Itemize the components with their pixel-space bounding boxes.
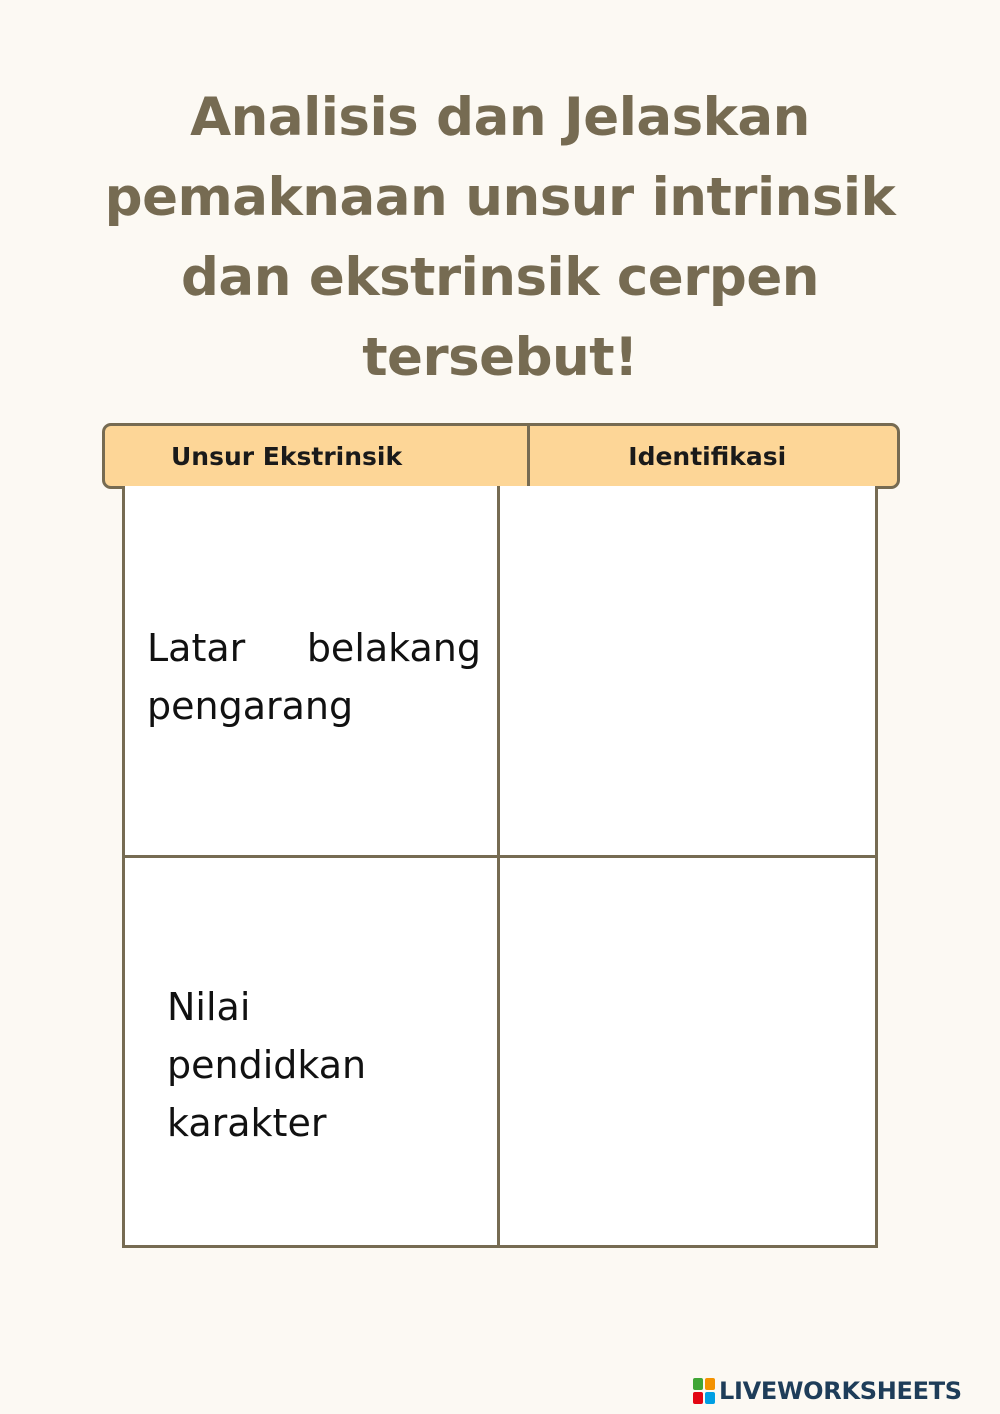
worksheet-table xyxy=(122,486,878,1248)
logo-square xyxy=(693,1392,703,1404)
table-cell-label xyxy=(125,486,500,858)
liveworksheets-logo-icon xyxy=(693,1378,715,1404)
title-line: tersebut! xyxy=(362,327,638,388)
table-cell-label xyxy=(125,858,500,1245)
logo-square xyxy=(705,1378,715,1390)
title-line: pemaknaan unsur intrinsik xyxy=(104,167,896,228)
table-header xyxy=(102,423,900,489)
cell-label-latar-belakang xyxy=(147,619,481,735)
logo-text: LIVEWORKSHEETS xyxy=(719,1377,962,1405)
title-line: Analisis dan Jelaskan xyxy=(190,87,810,148)
cell-label-line xyxy=(147,619,481,677)
logo-square xyxy=(693,1378,703,1390)
cell-label-line: Nilai xyxy=(167,985,251,1029)
cell-label-nilai-pendidikan xyxy=(167,978,467,1152)
header-identifikasi: Identifikasi xyxy=(628,441,787,471)
cell-label-word: Latar xyxy=(147,626,246,670)
answer-field-identifikasi-2[interactable] xyxy=(500,858,875,1245)
logo-square xyxy=(705,1392,715,1404)
cell-label-line: karakter xyxy=(167,1101,327,1145)
page-title xyxy=(90,78,910,398)
cell-label-word: belakang xyxy=(306,626,481,670)
cell-label-line: pendidkan xyxy=(167,1043,367,1087)
answer-field-identifikasi-1[interactable] xyxy=(500,486,875,858)
liveworksheets-logo[interactable] xyxy=(693,1376,962,1406)
cell-label-line: pengarang xyxy=(147,684,354,728)
header-unsur-ekstrinsik: Unsur Ekstrinsik xyxy=(105,426,530,486)
title-line: dan ekstrinsik cerpen xyxy=(180,247,820,308)
